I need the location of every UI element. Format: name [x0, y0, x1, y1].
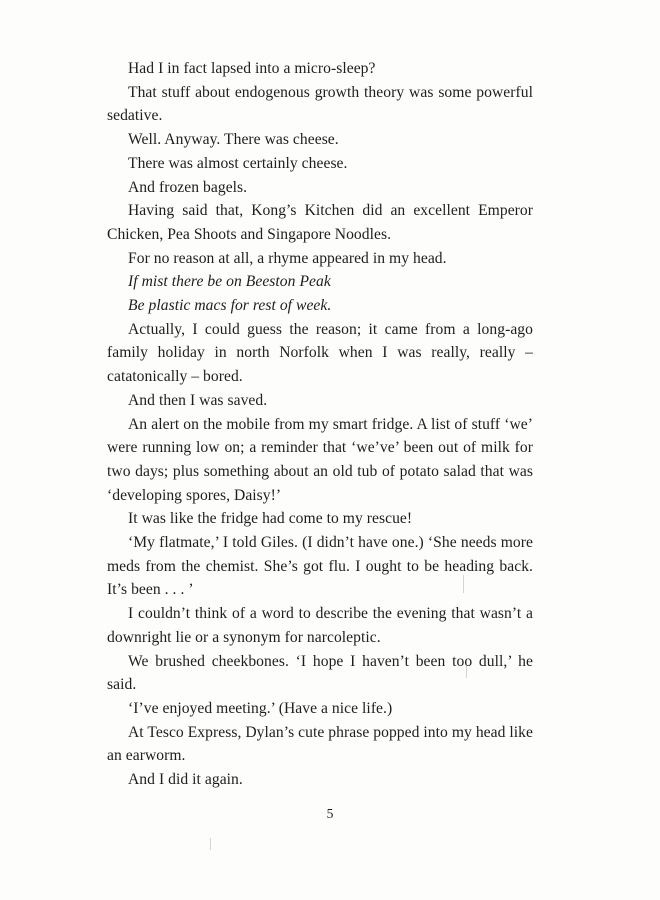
paragraph: And I did it again.	[128, 771, 243, 789]
paragraph: And frozen bagels.	[128, 178, 248, 196]
paragraph: I couldn’t think of a word to describe the evening that wasn’t a downright lie or a synonym for narcoleptic.	[107, 605, 533, 646]
paragraph: Well. Anyway. There was cheese.	[128, 131, 339, 149]
paragraph: ‘I’ve enjoyed meeting.’ (Have a nice life.)	[128, 699, 393, 717]
paragraph: And then I was saved.	[128, 391, 268, 409]
scan-artifact	[210, 838, 211, 850]
scan-artifact	[463, 575, 464, 593]
body-text	[107, 57, 533, 792]
paragraph: There was almost certainly cheese.	[128, 154, 348, 172]
paragraph: ‘My flatmate,’ I told Giles. (I didn’t have one.) ‘She needs more meds from the chemist. She’s got flu. I ought to be heading back. It’s been . . . ’	[107, 534, 533, 599]
paragraph: That stuff about endogenous growth theory was some powerful sedative.	[107, 83, 533, 125]
paragraph: At Tesco Express, Dylan’s cute phrase popped into my head like an earworm.	[107, 723, 533, 765]
paragraph: An alert on the mobile from my smart fridge. A list of stuff ‘we’ were running low on; a reminder that ‘we’ve’ been out of milk for two days; plus something about an old tub of potato salad that was ‘developing spores, Daisy!’	[107, 415, 533, 504]
paragraph: It was like the fridge had come to my rescue!	[128, 510, 413, 528]
paragraph: Actually, I could guess the reason; it came from a long-ago family holiday in north Norfolk when I was really, really – catatonically – bored.	[107, 320, 533, 386]
paragraph: For no reason at all, a rhyme appeared in my head.	[128, 249, 447, 267]
scan-artifact	[466, 662, 467, 678]
rhyme-line: If mist there be on Beeston Peak	[128, 273, 331, 291]
paragraph: Had I in fact lapsed into a micro-sleep?	[128, 60, 376, 77]
paragraph: Having said that, Kong’s Kitchen did an excellent Emperor Chicken, Pea Shoots and Singapore Noodles.	[107, 202, 533, 243]
paragraph: We brushed cheekbones. ‘I hope I haven’t been too dull,’ he said.	[107, 652, 533, 694]
rhyme-line: Be plastic macs for rest of week.	[128, 297, 332, 315]
page-number: 5	[326, 806, 334, 821]
